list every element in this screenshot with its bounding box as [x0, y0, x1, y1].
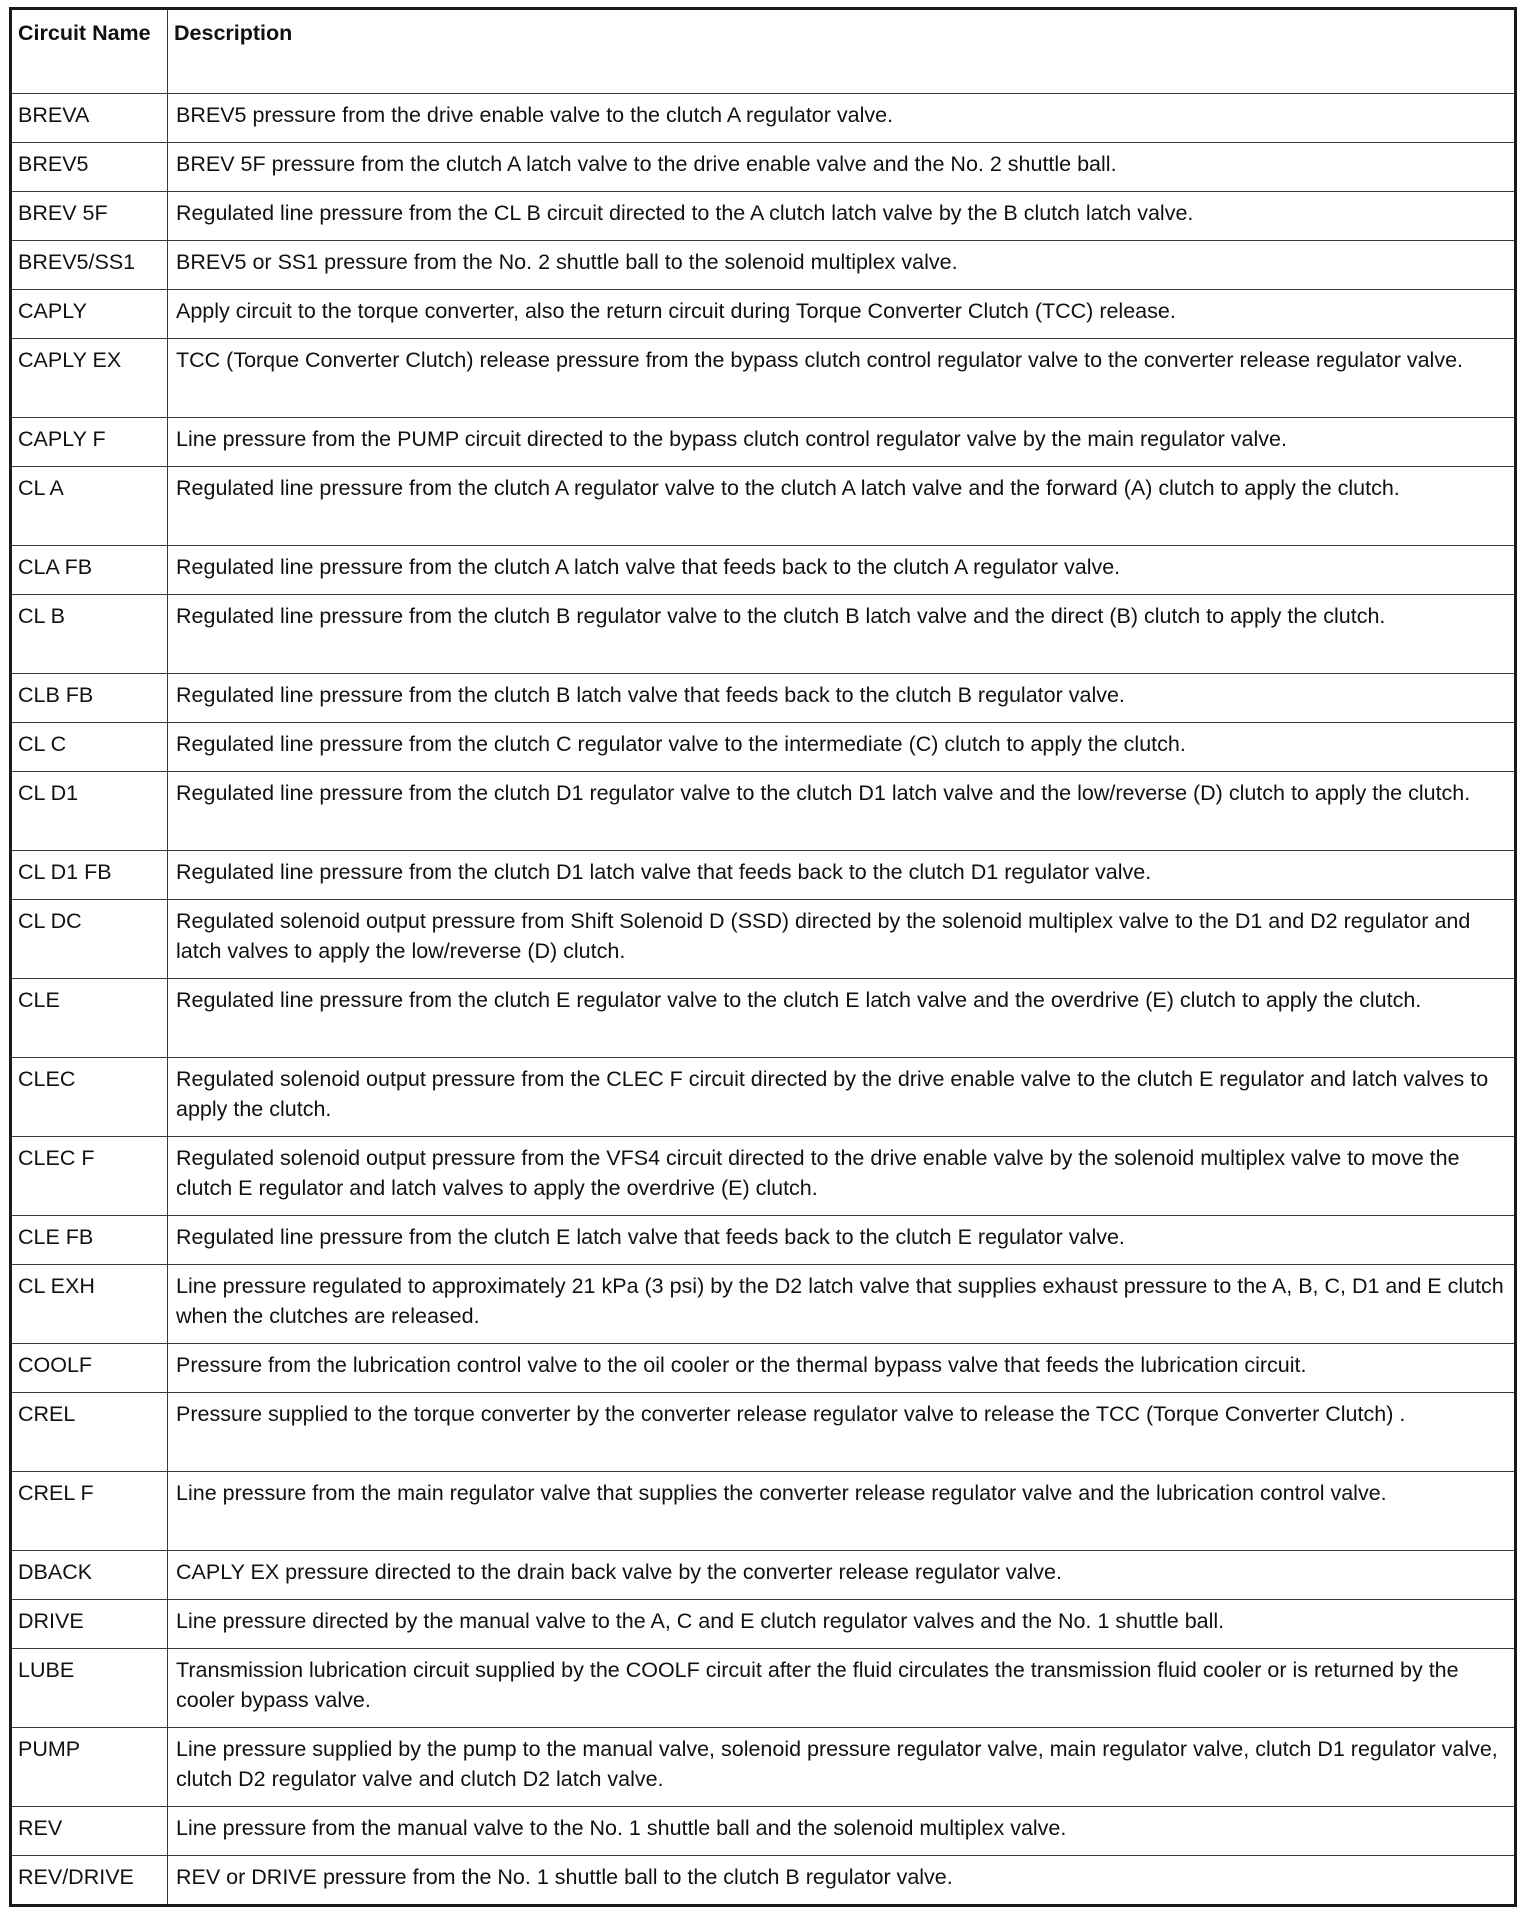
- circuit-name-cell: LUBE: [11, 1649, 168, 1728]
- circuit-name-cell: CAPLY F: [11, 418, 168, 467]
- description-cell: REV or DRIVE pressure from the No. 1 shuttle ball to the clutch B regulator valve.: [168, 1856, 1516, 1906]
- description-cell: Regulated line pressure from the clutch B regulator valve to the clutch B latch valve and the direct (B) clutch to apply the clutch.: [168, 595, 1516, 674]
- table-row: [11, 1393, 1516, 1472]
- table-row: [11, 94, 1516, 143]
- table-row: [11, 1649, 1516, 1728]
- table-row: [11, 772, 1516, 851]
- description-cell: Regulated line pressure from the clutch D1 latch valve that feeds back to the clutch D1 regulator valve.: [168, 851, 1516, 900]
- circuit-name-cell: CREL: [11, 1393, 168, 1472]
- circuit-name-cell: BREV5: [11, 143, 168, 192]
- description-cell: Line pressure from the main regulator valve that supplies the converter release regulator valve and the lubrication control valve.: [168, 1472, 1516, 1551]
- description-cell: Line pressure regulated to approximately 21 kPa (3 psi) by the D2 latch valve that supplies exhaust pressure to the A, B, C, D1 and E clutch when the clutches are released.: [168, 1265, 1516, 1344]
- circuit-name-cell: CL DC: [11, 900, 168, 979]
- table-row: [11, 241, 1516, 290]
- circuit-name-cell: PUMP: [11, 1728, 168, 1807]
- description-cell: Regulated line pressure from the clutch E regulator valve to the clutch E latch valve and the overdrive (E) clutch to apply the clutch.: [168, 979, 1516, 1058]
- table-row: [11, 339, 1516, 418]
- circuit-name-cell: CL B: [11, 595, 168, 674]
- table-row: [11, 418, 1516, 467]
- circuit-name-cell: REV/DRIVE: [11, 1856, 168, 1906]
- table-row: [11, 595, 1516, 674]
- description-cell: BREV5 or SS1 pressure from the No. 2 shuttle ball to the solenoid multiplex valve.: [168, 241, 1516, 290]
- description-cell: Regulated line pressure from the clutch A regulator valve to the clutch A latch valve and the forward (A) clutch to apply the clutch.: [168, 467, 1516, 546]
- column-header-description: Description: [168, 9, 1516, 94]
- description-cell: Regulated line pressure from the clutch B latch valve that feeds back to the clutch B regulator valve.: [168, 674, 1516, 723]
- circuit-name-cell: BREV 5F: [11, 192, 168, 241]
- description-cell: BREV 5F pressure from the clutch A latch valve to the drive enable valve and the No. 2 shuttle ball.: [168, 143, 1516, 192]
- circuit-name-cell: CLB FB: [11, 674, 168, 723]
- table-row: [11, 1265, 1516, 1344]
- circuit-name-cell: REV: [11, 1807, 168, 1856]
- circuit-name-cell: BREVA: [11, 94, 168, 143]
- circuit-name-cell: CL EXH: [11, 1265, 168, 1344]
- table-row: [11, 1551, 1516, 1600]
- description-cell: Transmission lubrication circuit supplied by the COOLF circuit after the fluid circulates the transmission fluid cooler or is returned by the cooler bypass valve.: [168, 1649, 1516, 1728]
- circuit-name-cell: COOLF: [11, 1344, 168, 1393]
- circuit-name-cell: CL D1: [11, 772, 168, 851]
- table-row: [11, 851, 1516, 900]
- table-row: [11, 1728, 1516, 1807]
- description-cell: Regulated solenoid output pressure from the VFS4 circuit directed to the drive enable valve by the solenoid multiplex valve to move the clutch E regulator and latch valves to apply the overdrive (E) clutch.: [168, 1137, 1516, 1216]
- circuit-name-cell: CREL F: [11, 1472, 168, 1551]
- table-row: [11, 723, 1516, 772]
- circuit-name-cell: CLEC F: [11, 1137, 168, 1216]
- description-cell: Line pressure from the manual valve to the No. 1 shuttle ball and the solenoid multiplex valve.: [168, 1807, 1516, 1856]
- description-cell: Pressure from the lubrication control valve to the oil cooler or the thermal bypass valve that feeds the lubrication circuit.: [168, 1344, 1516, 1393]
- circuit-name-cell: CLE FB: [11, 1216, 168, 1265]
- table-row: [11, 467, 1516, 546]
- circuit-name-cell: BREV5/SS1: [11, 241, 168, 290]
- table-row: [11, 1344, 1516, 1393]
- column-header-circuit-name: Circuit Name: [11, 9, 168, 94]
- description-cell: CAPLY EX pressure directed to the drain back valve by the converter release regulator valve.: [168, 1551, 1516, 1600]
- description-cell: Regulated line pressure from the CL B circuit directed to the A clutch latch valve by the B clutch latch valve.: [168, 192, 1516, 241]
- description-cell: Regulated line pressure from the clutch A latch valve that feeds back to the clutch A regulator valve.: [168, 546, 1516, 595]
- table-row: [11, 1058, 1516, 1137]
- table-row: [11, 674, 1516, 723]
- circuit-name-cell: CL A: [11, 467, 168, 546]
- description-cell: Regulated solenoid output pressure from the CLEC F circuit directed by the drive enable valve to the clutch E regulator and latch valves to apply the clutch.: [168, 1058, 1516, 1137]
- table-row: [11, 290, 1516, 339]
- table-row: [11, 1600, 1516, 1649]
- description-cell: Regulated line pressure from the clutch D1 regulator valve to the clutch D1 latch valve and the low/reverse (D) clutch to apply the clutch.: [168, 772, 1516, 851]
- table-row: [11, 1216, 1516, 1265]
- table-row: [11, 1137, 1516, 1216]
- table-row: [11, 1807, 1516, 1856]
- circuit-name-cell: CL C: [11, 723, 168, 772]
- description-cell: Line pressure supplied by the pump to the manual valve, solenoid pressure regulator valve, main regulator valve, clutch D1 regulator valve, clutch D2 regulator valve and clutch D2 latch valve.: [168, 1728, 1516, 1807]
- circuit-name-cell: CLA FB: [11, 546, 168, 595]
- circuit-name-cell: DRIVE: [11, 1600, 168, 1649]
- table-row: [11, 546, 1516, 595]
- circuit-name-cell: CAPLY: [11, 290, 168, 339]
- description-cell: Line pressure from the PUMP circuit directed to the bypass clutch control regulator valve by the main regulator valve.: [168, 418, 1516, 467]
- circuit-name-cell: DBACK: [11, 1551, 168, 1600]
- circuit-table-container: [9, 7, 1514, 1907]
- table-row: [11, 1472, 1516, 1551]
- description-cell: Regulated line pressure from the clutch E latch valve that feeds back to the clutch E regulator valve.: [168, 1216, 1516, 1265]
- table-header-row: [11, 9, 1516, 94]
- circuit-name-cell: CLEC: [11, 1058, 168, 1137]
- description-cell: Apply circuit to the torque converter, also the return circuit during Torque Converter Clutch (TCC) release.: [168, 290, 1516, 339]
- description-cell: Regulated solenoid output pressure from Shift Solenoid D (SSD) directed by the solenoid multiplex valve to the D1 and D2 regulator and latch valves to apply the low/reverse (D) clutch.: [168, 900, 1516, 979]
- description-cell: Regulated line pressure from the clutch C regulator valve to the intermediate (C) clutch to apply the clutch.: [168, 723, 1516, 772]
- description-cell: Pressure supplied to the torque converter by the converter release regulator valve to release the TCC (Torque Converter Clutch) .: [168, 1393, 1516, 1472]
- description-cell: TCC (Torque Converter Clutch) release pressure from the bypass clutch control regulator valve to the converter release regulator valve.: [168, 339, 1516, 418]
- table-row: [11, 1856, 1516, 1906]
- description-cell: BREV5 pressure from the drive enable valve to the clutch A regulator valve.: [168, 94, 1516, 143]
- circuit-name-cell: CL D1 FB: [11, 851, 168, 900]
- circuit-name-cell: CAPLY EX: [11, 339, 168, 418]
- table-row: [11, 979, 1516, 1058]
- description-cell: Line pressure directed by the manual valve to the A, C and E clutch regulator valves and the No. 1 shuttle ball.: [168, 1600, 1516, 1649]
- table-row: [11, 192, 1516, 241]
- table-row: [11, 143, 1516, 192]
- table-row: [11, 900, 1516, 979]
- circuit-description-table: [9, 7, 1517, 1907]
- circuit-name-cell: CLE: [11, 979, 168, 1058]
